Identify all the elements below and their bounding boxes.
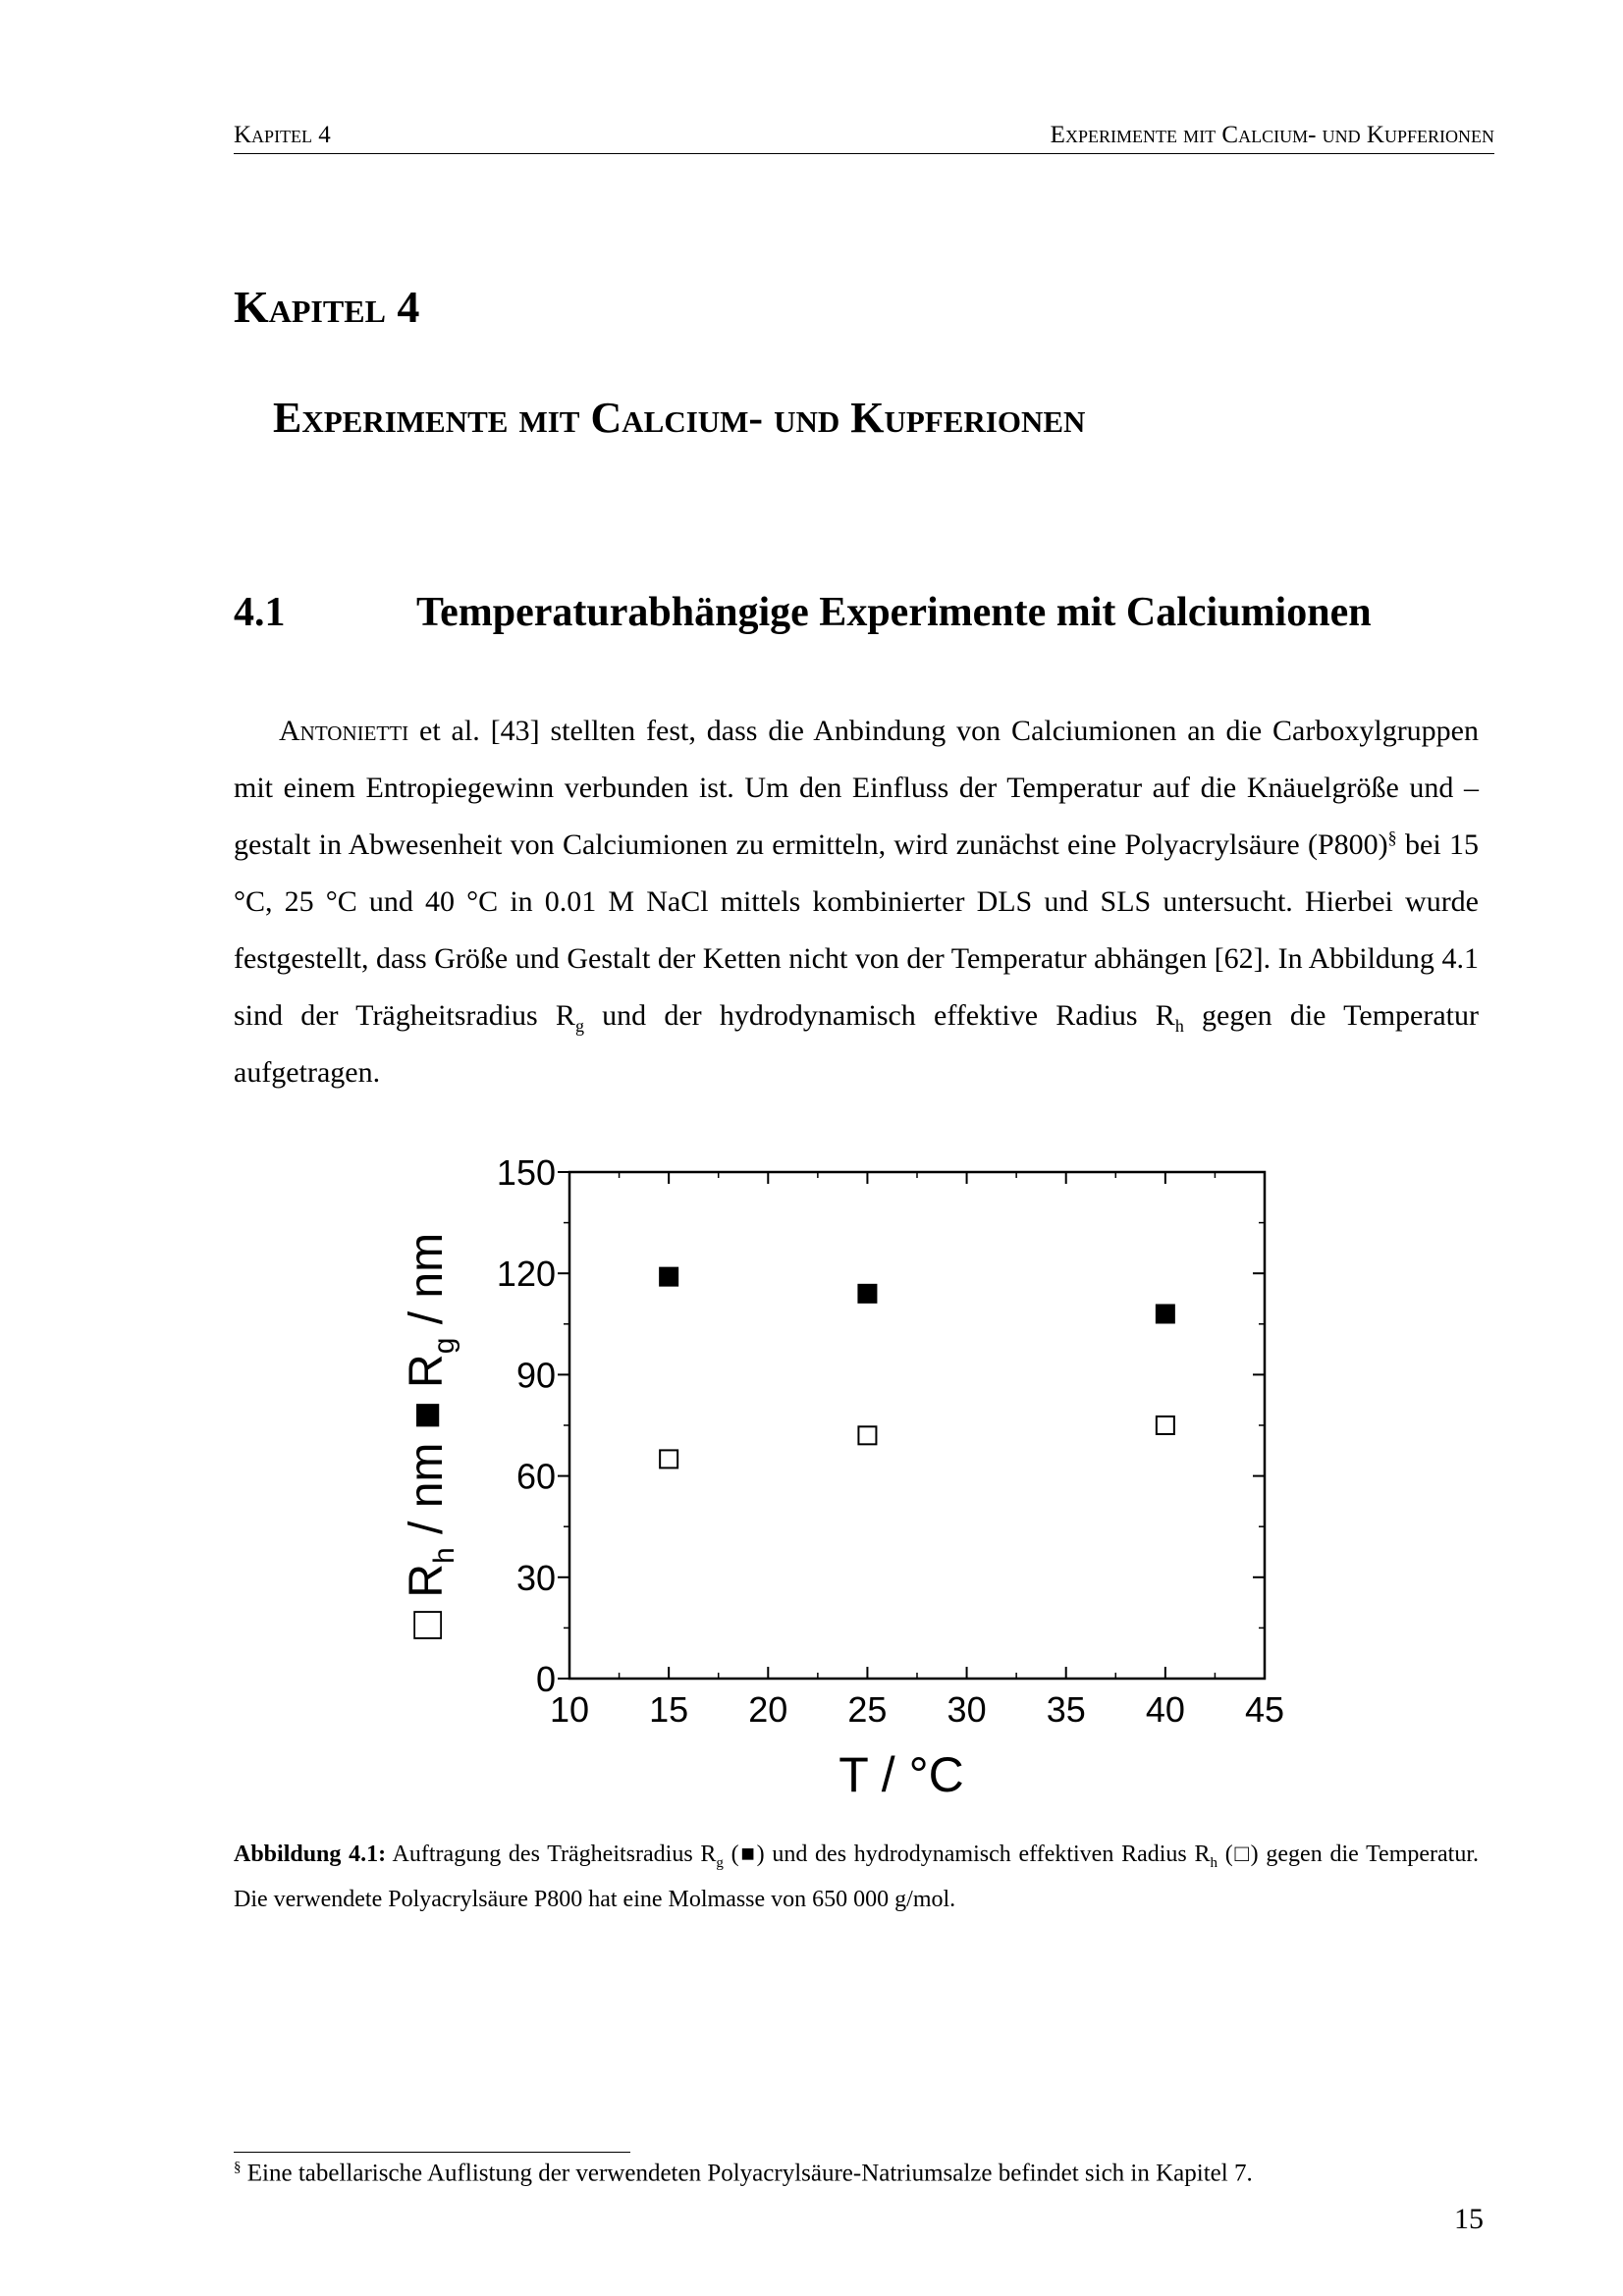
- x-tick-label: 40: [1145, 1689, 1185, 1730]
- data-point-rh: [858, 1426, 876, 1444]
- x-tick-label: 45: [1244, 1689, 1285, 1730]
- y-tick-label: 60: [515, 1456, 556, 1497]
- x-tick-label: 35: [1046, 1689, 1086, 1730]
- paragraph-text-3: und der hydrodynamisch effektive Radius R: [583, 999, 1175, 1032]
- footnote-reference[interactable]: §: [1387, 828, 1397, 847]
- footnote-text: Eine tabellarische Auflistung der verwendeten Polyacrylsäure-Natriumsalze befindet sich in Kapitel 7.: [241, 2160, 1253, 2187]
- running-header: [234, 116, 1494, 154]
- section-title: Temperaturabhängige Experimente mit Calciumionen: [416, 590, 1372, 635]
- caption-subscript-g: g: [716, 1854, 724, 1871]
- x-tick-label: 20: [748, 1689, 788, 1730]
- footnote-mark: §: [234, 2160, 242, 2175]
- y-tick-label: 90: [515, 1355, 556, 1396]
- subscript-h: h: [1174, 1016, 1184, 1036]
- caption-subscript-h: h: [1210, 1854, 1217, 1871]
- x-tick-label: 25: [847, 1689, 888, 1730]
- data-point-rg: [858, 1285, 876, 1303]
- y-axis-label-part: □ R: [401, 1564, 453, 1639]
- y-tick-label: 120: [496, 1254, 556, 1295]
- body-paragraph: [234, 703, 1479, 1101]
- page-number: 15: [1454, 2203, 1484, 2235]
- paragraph-text-1: et al. [43] stellten fest, dass die Anbindung von Calciumionen an die Carboxylgruppen mit einem Entropiegewinn verbunden ist. Um den Einfluss der Temperatur auf die Knäuelgröße und –gestalt in Abwesenheit von Calciumionen zu ermitteln, wird zunächst eine Polyacrylsäure (P800): [234, 715, 1479, 861]
- chapter-label: Kapitel 4: [234, 282, 420, 332]
- data-point-rh: [1157, 1416, 1174, 1434]
- y-axis-label-subscript: g: [428, 1337, 460, 1355]
- x-axis-label: T / °C: [839, 1747, 964, 1802]
- figure-chart: [393, 1129, 1325, 1816]
- footnote: [234, 2160, 1253, 2187]
- running-header-right: Experimente mit Calcium- und Kupferionen: [1050, 122, 1494, 148]
- y-axis-label-part: / nm: [401, 1232, 453, 1338]
- y-tick-label: 30: [515, 1557, 556, 1598]
- paragraph-text-4: gegen die Temperatur aufgetragen.: [234, 999, 1479, 1089]
- author-name: Antonietti: [279, 715, 409, 747]
- data-point-rg: [660, 1268, 677, 1286]
- x-tick-label: 10: [549, 1689, 590, 1730]
- data-point-rg: [1157, 1305, 1174, 1322]
- figure-caption: [234, 1832, 1479, 1922]
- running-header-left: Kapitel 4: [234, 122, 331, 148]
- data-point-rh: [660, 1450, 677, 1468]
- section-number: 4.1: [234, 590, 286, 635]
- y-axis-label: [401, 1233, 460, 1639]
- caption-label: Abbildung 4.1:: [234, 1842, 387, 1867]
- footnote-divider: [234, 2152, 630, 2153]
- caption-text-2: (■) und des hydrodynamisch effektiven Radius R: [723, 1842, 1211, 1867]
- x-tick-label: 15: [649, 1689, 689, 1730]
- subscript-g: g: [574, 1016, 584, 1036]
- chapter-title: Experimente mit Calcium- und Kupferionen: [273, 394, 1086, 442]
- y-axis-label-subscript: h: [428, 1547, 460, 1564]
- x-tick-label: 30: [947, 1689, 987, 1730]
- caption-text-3: (□) gegen die Temperatur. Die verwendete Polyacrylsäure P800 hat eine Molmasse von 650 000 g/mol.: [234, 1842, 1479, 1912]
- section-heading: [234, 589, 1372, 636]
- paragraph-text-2: bei 15 °C, 25 °C und 40 °C in 0.01 M NaCl mittels kombinierter DLS und SLS untersucht. Hierbei wurde festgestellt, dass Größe und Gestalt der Ketten nicht von der Temperatur abhängen [62]. In Abbildung 4.1 sind der Trägheitsradius R: [234, 828, 1479, 1032]
- caption-text-1: Auftragung des Trägheitsradius R: [386, 1842, 717, 1867]
- y-tick-label: 150: [496, 1152, 556, 1193]
- y-tick-label: 0: [535, 1659, 556, 1699]
- y-axis-label-part: / nm ■ R: [401, 1354, 453, 1548]
